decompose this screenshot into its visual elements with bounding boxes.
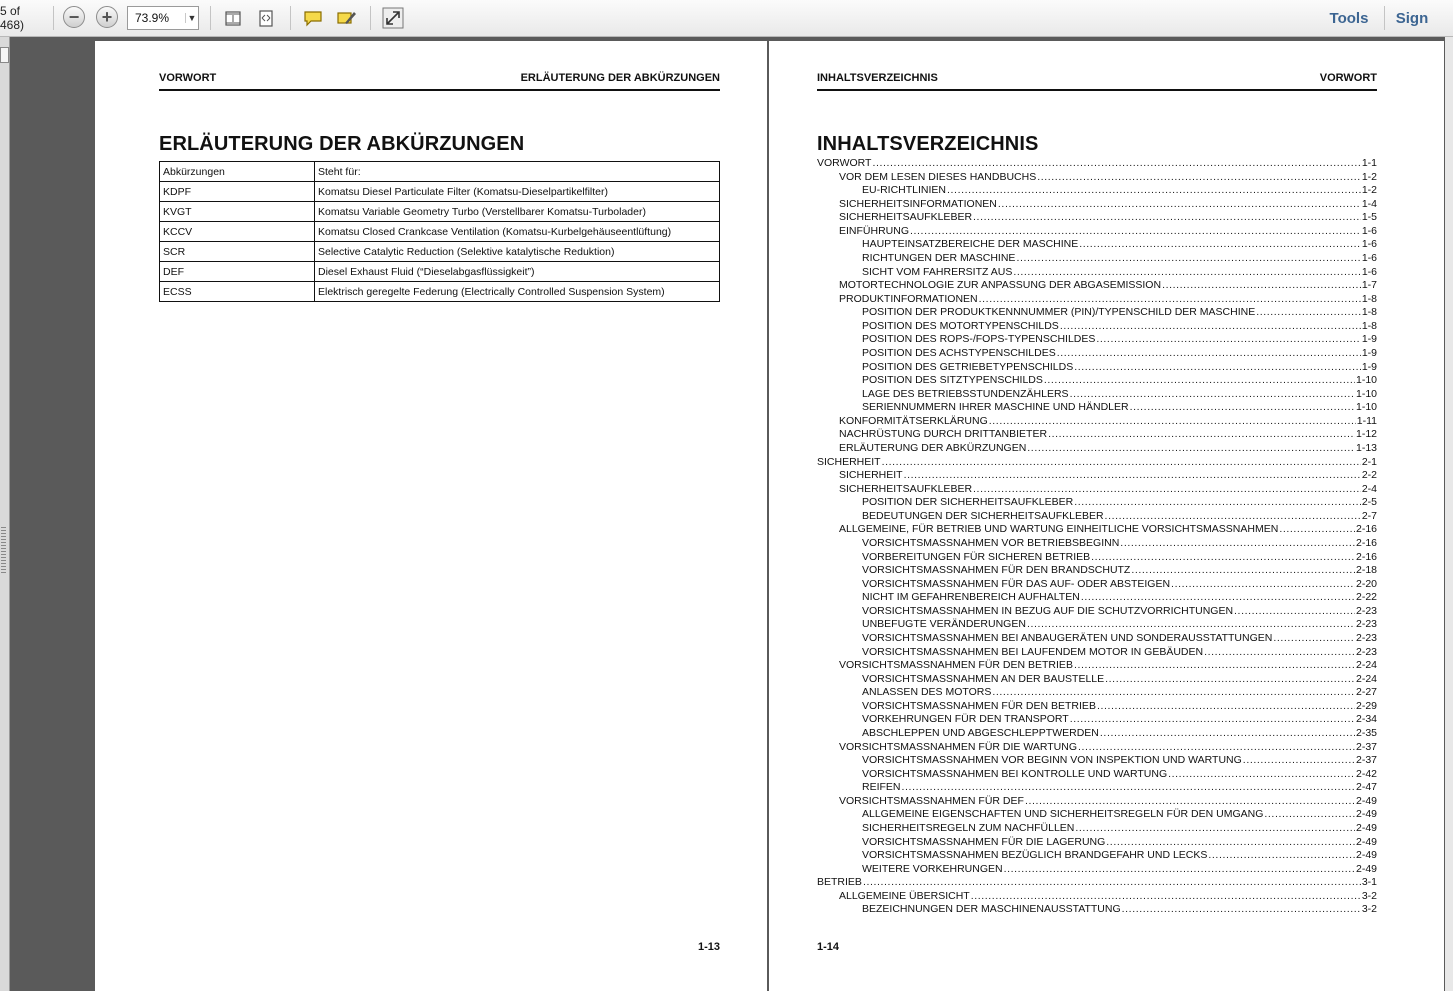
toc-entry-page: 2-18	[1355, 564, 1377, 577]
meaning-cell: Komatsu Diesel Particulate Filter (Komatsu-Dieselpartikelfilter)	[315, 182, 720, 202]
toc-leader-dots	[1048, 428, 1355, 441]
toc-entry-page: 2-16	[1355, 523, 1377, 536]
toc-leader-dots	[1120, 537, 1355, 550]
toc-entry[interactable]	[862, 361, 1377, 374]
toc-entry-title: RICHTUNGEN DER MASCHINE	[862, 251, 1016, 264]
toc-entry-page: 1-9	[1361, 346, 1377, 359]
toc-entry-page: 2-35	[1355, 726, 1377, 739]
toc-entry[interactable]	[862, 252, 1377, 265]
abbr-cell: SCR	[160, 242, 315, 262]
toc-entry-title: BEZEICHNUNGEN DER MASCHINENAUSSTATTUNG	[862, 903, 1121, 916]
running-header-right: VORWORT	[1319, 72, 1377, 84]
meaning-cell: Elektrisch geregelte Federung (Electrically Controlled Suspension System)	[315, 282, 720, 302]
highlighter-icon	[335, 8, 357, 28]
toc-entry[interactable]	[862, 401, 1377, 414]
toc-entry-title: VORBEREITUNGEN FÜR SICHEREN BETRIEB	[862, 550, 1091, 563]
toc-entry-page: 2-34	[1355, 713, 1377, 726]
toc-entry-page: 1-10	[1355, 401, 1377, 414]
toc-entry-title: VORSICHTSMASSNAHMEN FÜR DEF	[839, 794, 1024, 807]
toc-entry[interactable]	[862, 564, 1377, 577]
toc-entry-title: VORSICHTSMASSNAHMEN FÜR DEN BETRIEB	[862, 699, 1096, 712]
meaning-cell: Komatsu Closed Crankcase Ventilation (Komatsu-Kurbelgehäuseentlüftung)	[315, 222, 720, 242]
toc-entry-page: 1-5	[1361, 211, 1377, 224]
table-row	[160, 262, 720, 282]
toc-entry[interactable]	[839, 442, 1377, 455]
toc-entry[interactable]	[862, 578, 1377, 591]
toc-entry-page: 2-49	[1355, 835, 1377, 848]
toc-entry[interactable]	[862, 727, 1377, 740]
toc-entry-title: VORWORT	[817, 157, 872, 169]
toc-leader-dots	[973, 483, 1361, 496]
toc-entry-page: 3-1	[1361, 876, 1377, 889]
fit-page-icon	[223, 8, 243, 28]
toolbar-separator	[370, 6, 371, 30]
page-title: ERLÄUTERUNG DER ABKÜRZUNGEN	[159, 133, 525, 155]
toc-entry-title: VORSICHTSMASSNAHMEN BEI KONTROLLE UND WARTUNG	[862, 767, 1168, 780]
toc-entry[interactable]	[862, 618, 1377, 631]
toc-entry[interactable]	[862, 632, 1377, 645]
toc-leader-dots	[1027, 442, 1355, 455]
abbreviations-table	[159, 161, 720, 302]
meaning-cell: Diesel Exhaust Fluid (“Dieselabgasflüssigkeit”)	[315, 262, 720, 282]
toc-entry-title: VORSICHTSMASSNAHMEN IN BEZUG AUF DIE SCHUTZVORRICHTUNGEN	[862, 604, 1234, 617]
meaning-cell: Selective Catalytic Reduction (Selektive katalytische Reduktion)	[315, 242, 720, 262]
toc-entry[interactable]	[839, 890, 1377, 903]
table-header-cell: Abkürzungen	[160, 162, 315, 182]
pane-toggle[interactable]	[0, 47, 9, 63]
toc-leader-dots	[872, 157, 1360, 170]
toc-entry-title: UNBEFUGTE VERÄNDERUNGEN	[862, 618, 1026, 631]
toc-leader-dots	[1097, 700, 1355, 713]
toc-leader-dots	[1131, 564, 1355, 577]
toc-entry-title: POSITION DES GETRIEBETYPENSCHILDS	[862, 360, 1074, 373]
toc-entry-title: SICHT VOM FAHRERSITZ AUS	[862, 265, 1013, 278]
table-row	[160, 202, 720, 222]
toc-entry-title: SICHERHEITSAUFKLEBER	[839, 482, 973, 495]
toc-entry[interactable]	[839, 211, 1377, 224]
toc-leader-dots	[1070, 388, 1355, 401]
toc-entry[interactable]	[862, 347, 1377, 360]
toc-entry-title: VORSICHTSMASSNAHMEN FÜR DEN BRANDSCHUTZ	[862, 564, 1131, 577]
toc-entry-page: 2-23	[1355, 631, 1377, 644]
toc-entry[interactable]	[839, 171, 1377, 184]
toc-entry-page: 1-6	[1361, 265, 1377, 278]
toc-entry[interactable]	[862, 374, 1377, 387]
navigation-pane-strip[interactable]	[0, 37, 10, 991]
toc-leader-dots	[979, 293, 1361, 306]
toc-entry-page: 1-11	[1356, 414, 1377, 427]
toc-leader-dots	[973, 211, 1361, 224]
toc-entry-page: 1-6	[1361, 224, 1377, 237]
toc-leader-dots	[1162, 279, 1361, 292]
page-title: INHALTSVERZEICHNIS	[817, 133, 1039, 155]
toc-leader-dots	[1100, 727, 1355, 740]
abbr-cell: KCCV	[160, 222, 315, 242]
toc-entry-page: 2-23	[1355, 645, 1377, 658]
header-rule	[817, 89, 1377, 91]
toc-entry[interactable]	[862, 836, 1377, 849]
toc-leader-dots	[882, 456, 1361, 469]
toc-entry[interactable]	[862, 496, 1377, 509]
toc-leader-dots	[1044, 374, 1355, 387]
tools-link[interactable]: Tools	[1329, 9, 1369, 27]
toc-leader-dots	[1091, 551, 1355, 564]
toc-entry-page: 1-10	[1355, 374, 1377, 387]
toc-leader-dots	[1279, 523, 1355, 536]
toc-entry-title: POSITION DES ACHSTYPENSCHILDES	[862, 346, 1056, 359]
zoom-input[interactable]	[128, 11, 185, 25]
toc-leader-dots	[904, 469, 1361, 482]
toc-entry[interactable]	[839, 523, 1377, 536]
chevron-down-icon: ▼	[187, 13, 197, 23]
full-screen-fit-button[interactable]	[253, 5, 279, 31]
resize-grip[interactable]	[1, 527, 6, 575]
toc-entry[interactable]	[839, 279, 1377, 292]
toc-entry[interactable]	[839, 741, 1377, 754]
toc-entry-page: 2-24	[1355, 672, 1377, 685]
toc-entry[interactable]	[839, 795, 1377, 808]
toc-entry-page: 2-20	[1355, 577, 1377, 590]
toc-entry-title: ALLGEMEINE ÜBERSICHT	[839, 889, 970, 902]
toc-entry-page: 2-4	[1361, 482, 1377, 495]
toc-leader-dots	[1096, 333, 1360, 346]
toc-leader-dots	[1106, 836, 1355, 849]
toc-entry[interactable]	[862, 184, 1377, 197]
toolbar-separator	[210, 6, 211, 30]
table-row	[160, 282, 720, 302]
toc-entry[interactable]	[817, 876, 1377, 889]
toc-leader-dots	[910, 225, 1361, 238]
abbr-cell: KVGT	[160, 202, 315, 222]
toc-entry[interactable]	[862, 849, 1377, 862]
toc-entry-title: SICHERHEITSINFORMATIONEN	[839, 197, 997, 210]
toc-entry[interactable]	[839, 225, 1377, 238]
toc-entry[interactable]	[862, 768, 1377, 781]
toc-entry[interactable]	[862, 537, 1377, 550]
toc-entry-page: 2-22	[1355, 591, 1377, 604]
toc-leader-dots	[998, 198, 1361, 211]
running-header-right: ERLÄUTERUNG DER ABKÜRZUNGEN	[520, 72, 720, 84]
toc-entry-title: KONFORMITÄTSERKLÄRUNG	[839, 414, 988, 427]
toc-entry-title: VORSICHTSMASSNAHMEN AN DER BAUSTELLE	[862, 672, 1105, 685]
toc-entry-title: POSITION DES SITZTYPENSCHILDS	[862, 374, 1043, 387]
toc-entry[interactable]	[839, 198, 1377, 211]
toc-entry-title: SICHERHEIT	[839, 469, 903, 482]
toc-leader-dots	[1016, 252, 1360, 265]
abbr-cell: DEF	[160, 262, 315, 282]
toc-entry-page: 1-9	[1361, 360, 1377, 373]
toc-leader-dots	[971, 890, 1361, 903]
toc-entry-page: 1-13	[1355, 441, 1377, 454]
toc-entry-title: EU-RICHTLINIEN	[862, 184, 947, 197]
page-number: 1-13	[697, 941, 720, 953]
highlight-text-button[interactable]	[333, 5, 359, 31]
toc-entry-title: WEITERE VORKEHRUNGEN	[862, 862, 1003, 875]
toc-entry-page: 2-42	[1355, 767, 1377, 780]
table-row	[160, 242, 720, 262]
toc-entry-title: ABSCHLEPPEN UND ABGESCHLEPPTWERDEN	[862, 726, 1099, 739]
toc-leader-dots	[1070, 713, 1355, 726]
toc-entry-page: 2-37	[1355, 740, 1377, 753]
toc-entry[interactable]	[862, 863, 1377, 876]
toc-leader-dots	[1204, 646, 1355, 659]
toc-entry-page: 2-16	[1355, 536, 1377, 549]
toc-entry-title: NICHT IM GEFAHRENBEREICH AUFHALTEN	[862, 591, 1080, 604]
toc-entry[interactable]	[839, 415, 1377, 428]
toc-entry-title: PRODUKTINFORMATIONEN	[839, 292, 978, 305]
toc-entry[interactable]	[862, 673, 1377, 686]
zoom-combo[interactable]	[127, 6, 199, 30]
running-header-left: INHALTSVERZEICHNIS	[817, 72, 938, 84]
table-header-row	[160, 162, 720, 182]
toc-leader-dots	[1027, 618, 1355, 631]
toc-entry-page: 2-49	[1355, 808, 1377, 821]
toc-entry-page: 2-1	[1361, 455, 1377, 468]
toc-entry-page: 1-4	[1361, 197, 1377, 210]
toc-entry-title: REIFEN	[862, 781, 901, 794]
toc-leader-dots	[1074, 361, 1361, 374]
zoom-dropdown-button[interactable]	[185, 13, 198, 23]
toc-leader-dots	[1208, 849, 1355, 862]
toc-leader-dots	[1234, 605, 1355, 618]
toc-entry-page: 2-23	[1355, 604, 1377, 617]
toc-entry-page: 2-49	[1355, 849, 1377, 862]
page-number: 1-14	[817, 941, 840, 953]
meaning-cell: Komatsu Variable Geometry Turbo (Verstellbarer Komatsu-Turbolader)	[315, 202, 720, 222]
toc-entry-page: 1-7	[1361, 279, 1377, 292]
toc-leader-dots	[1273, 632, 1355, 645]
header-rule	[159, 89, 720, 91]
toc-entry[interactable]	[862, 333, 1377, 346]
table-row	[160, 182, 720, 202]
toc-leader-dots	[1078, 741, 1355, 754]
toc-entry-page: 2-37	[1355, 754, 1377, 767]
toc-entry-page: 2-5	[1361, 496, 1377, 509]
fit-page-button[interactable]	[220, 5, 246, 31]
toc-entry-title: POSITION DER PRODUKTKENNNUMMER (PIN)/TYPENSCHILD DER MASCHINE	[862, 306, 1256, 319]
toc-entry-page: 1-2	[1361, 184, 1377, 197]
toc-entry[interactable]	[862, 388, 1377, 401]
toc-entry-title: VORSICHTSMASSNAHMEN BEI LAUFENDEM MOTOR IN GEBÄUDEN	[862, 645, 1204, 658]
toc-entry-title: POSITION DER SICHERHEITSAUFKLEBER	[862, 496, 1074, 509]
toc-entry[interactable]	[862, 686, 1377, 699]
toc-leader-dots	[1074, 496, 1361, 509]
toc-entry[interactable]	[817, 157, 1377, 170]
toc-entry[interactable]	[862, 781, 1377, 794]
toc-leader-dots	[902, 781, 1355, 794]
toc-leader-dots	[1130, 401, 1355, 414]
toc-leader-dots	[1057, 347, 1361, 360]
toc-entry[interactable]	[862, 754, 1377, 767]
toc-entry-page: 1-1	[1361, 157, 1377, 169]
toc-leader-dots	[863, 876, 1361, 889]
toc-leader-dots	[989, 415, 1356, 428]
toc-leader-dots	[1264, 808, 1355, 821]
toc-entry-page: 2-7	[1361, 509, 1377, 522]
toc-leader-dots	[1105, 510, 1361, 523]
abbr-cell: KDPF	[160, 182, 315, 202]
toc-entry-page: 2-27	[1355, 686, 1377, 699]
toc-entry-page: 1-2	[1361, 170, 1377, 183]
toc-leader-dots	[1081, 591, 1355, 604]
toc-entry-page: 1-6	[1361, 251, 1377, 264]
toc-entry-page: 3-2	[1361, 903, 1377, 916]
toc-leader-dots	[1079, 238, 1361, 251]
toc-entry-page: 1-9	[1361, 333, 1377, 346]
toc-entry-page: 2-23	[1355, 618, 1377, 631]
toc-entry-page: 2-49	[1355, 794, 1377, 807]
toc-entry-page: 2-47	[1355, 781, 1377, 794]
vertical-scrollbar[interactable]	[1445, 37, 1453, 991]
toc-entry-title: ALLGEMEINE, FÜR BETRIEB UND WARTUNG EINHEITLICHE VORSICHTSMASSNAHMEN	[839, 523, 1279, 536]
toc-leader-dots	[947, 184, 1361, 197]
toc-entry-title: BEDEUTUNGEN DER SICHERHEITSAUFKLEBER	[862, 509, 1104, 522]
toc-entry-title: ERLÄUTERUNG DER ABKÜRZUNGEN	[839, 441, 1027, 454]
toc-leader-dots	[1243, 754, 1355, 767]
toc-entry[interactable]	[862, 510, 1377, 523]
toc-entry-page: 2-2	[1361, 469, 1377, 482]
toc-entry[interactable]	[862, 605, 1377, 618]
toc-entry-title: POSITION DES ROPS-/FOPS-TYPENSCHILDES	[862, 333, 1096, 346]
zoom-in-button[interactable]	[96, 6, 118, 28]
toc-entry-title: POSITION DES MOTORTYPENSCHILDS	[862, 319, 1059, 332]
toc-entry-title: HAUPTEINSATZBEREICHE DER MASCHINE	[862, 238, 1079, 251]
toolbar-separator	[290, 6, 291, 30]
toc-leader-dots	[1060, 320, 1361, 333]
plus-icon: +	[101, 7, 113, 27]
toc-entry-title: VORSICHTSMASSNAHMEN FÜR DIE WARTUNG	[839, 740, 1078, 753]
toc-entry[interactable]	[862, 591, 1377, 604]
abbr-cell: ECSS	[160, 282, 315, 302]
toc-entry-title: MOTORTECHNOLOGIE ZUR ANPASSUNG DER ABGASEMISSION	[839, 279, 1162, 292]
toc-entry[interactable]	[839, 483, 1377, 496]
table-row	[160, 222, 720, 242]
toc-entry-title: VORSICHTSMASSNAHMEN VOR BETRIEBSBEGINN	[862, 536, 1120, 549]
toc-entry-title: NACHRÜSTUNG DURCH DRITTANBIETER	[839, 428, 1048, 441]
toc-entry[interactable]	[862, 306, 1377, 319]
full-screen-button[interactable]	[380, 5, 406, 31]
toc-entry[interactable]	[862, 320, 1377, 333]
toc-leader-dots	[1171, 578, 1355, 591]
comment-icon	[302, 8, 324, 28]
toc-leader-dots	[1037, 171, 1361, 184]
toc-leader-dots	[1004, 863, 1355, 876]
toc-leader-dots	[1025, 795, 1355, 808]
toolbar-separator	[53, 6, 54, 30]
toolbar-separator	[1384, 6, 1385, 30]
toc-leader-dots	[1256, 306, 1361, 319]
toc-entry-title: ALLGEMEINE EIGENSCHAFTEN UND SICHERHEITSREGELN FÜR DEN UMGANG	[862, 808, 1264, 821]
toc-entry-page: 1-8	[1361, 306, 1377, 319]
toc-entry[interactable]	[862, 903, 1377, 916]
toc-entry-title: VORSICHTSMASSNAHMEN FÜR DEN BETRIEB	[839, 659, 1073, 672]
toc-entry-title: VORSICHTSMASSNAHMEN VOR BEGINN VON INSPEKTION UND WARTUNG	[862, 754, 1242, 767]
expand-icon	[382, 7, 404, 29]
toc-entry-title: BETRIEB	[817, 876, 862, 889]
minus-icon: −	[68, 7, 80, 27]
toc-entry-page: 1-10	[1355, 387, 1377, 400]
toc-leader-dots	[1013, 266, 1360, 279]
toc-entry-title: SICHERHEITSREGELN ZUM NACHFÜLLEN	[862, 821, 1075, 834]
toc-leader-dots	[1122, 903, 1361, 916]
toc-entry-title: LAGE DES BETRIEBSSTUNDENZÄHLERS	[862, 387, 1069, 400]
toc-entry[interactable]	[862, 713, 1377, 726]
toc-leader-dots	[1168, 768, 1355, 781]
toc-entry-title: SICHERHEITSAUFKLEBER	[839, 211, 973, 224]
toc-entry-page: 1-12	[1355, 428, 1377, 441]
page-count: 5 of 468)	[0, 4, 25, 32]
toc-entry-title: SICHERHEIT	[817, 455, 881, 468]
toc-entry-title: VOR DEM LESEN DIESES HANDBUCHS	[839, 170, 1037, 183]
toc-entry-title: VORSICHTSMASSNAHMEN FÜR DAS AUF- ODER ABSTEIGEN	[862, 577, 1171, 590]
toc-entry-title: VORSICHTSMASSNAHMEN FÜR DIE LAGERUNG	[862, 835, 1106, 848]
toolbar	[0, 0, 1453, 37]
toc-entry-page: 2-24	[1355, 659, 1377, 672]
toc-entry[interactable]	[839, 428, 1377, 441]
sign-link[interactable]: Sign	[1395, 9, 1429, 27]
toc-entry-title: VORSICHTSMASSNAHMEN BEI ANBAUGERÄTEN UND SONDERAUSSTATTUNGEN	[862, 631, 1273, 644]
toc-entry[interactable]	[862, 822, 1377, 835]
toc-entry-title: SERIENNUMMERN IHRER MASCHINE UND HÄNDLER	[862, 401, 1129, 414]
toc-entry[interactable]	[862, 808, 1377, 821]
toc-entry-page: 3-2	[1361, 889, 1377, 902]
table-header-cell: Steht für:	[315, 162, 720, 182]
toc-entry-page: 2-49	[1355, 821, 1377, 834]
fit-width-icon	[256, 8, 276, 28]
toc-entry-page: 2-16	[1355, 550, 1377, 563]
toc-entry-title: ANLASSEN DES MOTORS	[862, 686, 992, 699]
toc-entry-page: 2-29	[1355, 699, 1377, 712]
zoom-out-button[interactable]	[63, 6, 85, 28]
toc-entry[interactable]	[839, 659, 1377, 672]
toc-leader-dots	[992, 686, 1355, 699]
toc-entry[interactable]	[862, 700, 1377, 713]
toc-entry[interactable]	[862, 266, 1377, 279]
toc-entry[interactable]	[862, 551, 1377, 564]
toc-leader-dots	[1074, 659, 1355, 672]
toc-entry[interactable]	[839, 469, 1377, 482]
toc-entry-page: 1-6	[1361, 238, 1377, 251]
toc-entry-title: EINFÜHRUNG	[839, 224, 909, 237]
toc-entry[interactable]	[817, 456, 1377, 469]
toc-leader-dots	[1075, 822, 1355, 835]
toc-leader-dots	[1105, 673, 1355, 686]
toc-entry-page: 1-8	[1361, 292, 1377, 305]
toc-entry[interactable]	[839, 293, 1377, 306]
toc-entry[interactable]	[862, 238, 1377, 251]
toc-entry-page: 2-49	[1355, 862, 1377, 875]
running-header-left: VORWORT	[159, 72, 217, 84]
add-comment-button[interactable]	[300, 5, 326, 31]
toc-entry-title: VORKEHRUNGEN FÜR DEN TRANSPORT	[862, 713, 1069, 726]
toc-entry-title: VORSICHTSMASSNAHMEN BEZÜGLICH BRANDGEFAHR UND LECKS	[862, 849, 1208, 862]
toc-entry[interactable]	[862, 646, 1377, 659]
toc-entry-page: 1-8	[1361, 319, 1377, 332]
